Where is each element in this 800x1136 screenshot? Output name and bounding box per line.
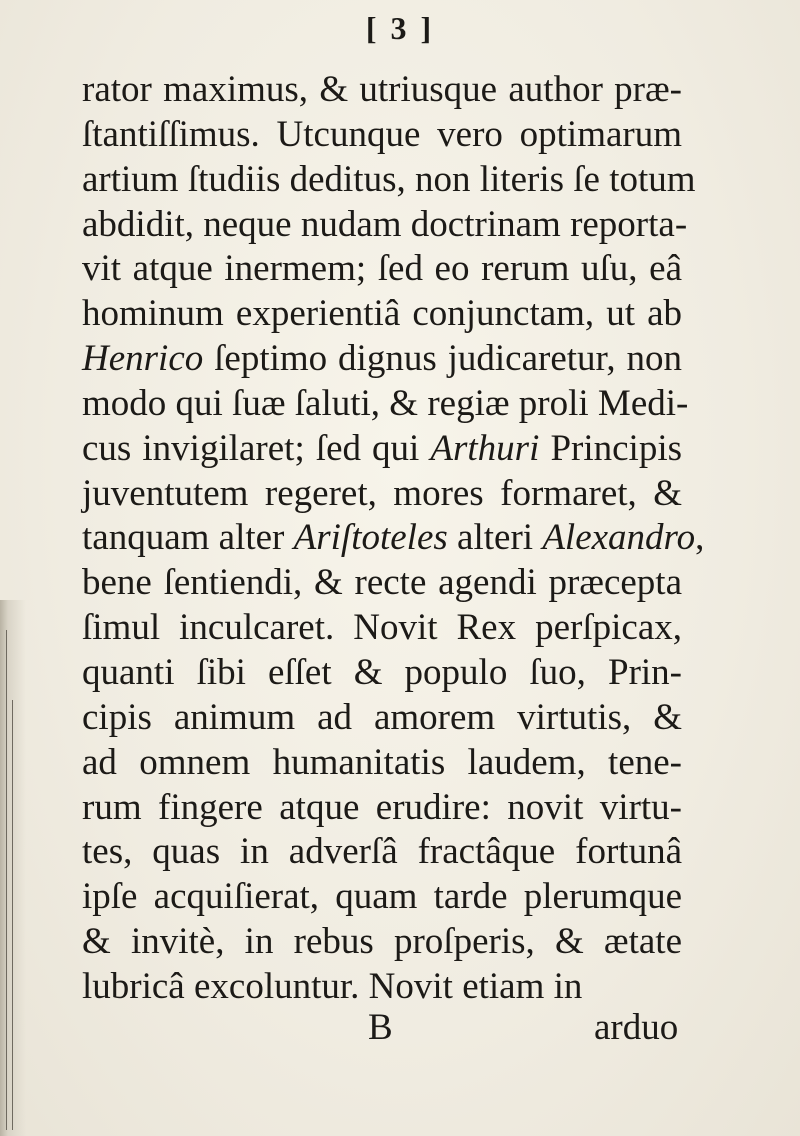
text-line: [82, 337, 682, 382]
italic-name: Alexandro: [542, 517, 696, 559]
text-segment: ,: [695, 517, 705, 559]
text-line: [82, 561, 682, 606]
signature-mark: B: [368, 1007, 393, 1048]
text-line: [82, 786, 682, 831]
italic-name: Arthuri: [430, 427, 540, 469]
text-segment: tes, quas in adverſâ fractâque fortunâ: [82, 831, 682, 873]
italic-name: Henrico: [82, 338, 204, 380]
text-segment: ſtantiſſimus. Utcunque vero optimarum: [82, 113, 682, 155]
catchword: arduo: [594, 1007, 679, 1048]
text-line: [82, 875, 682, 920]
text-line: [82, 203, 688, 248]
text-segment: ſimul inculcaret. Novit Rex perſpicax,: [82, 607, 682, 649]
text-line: [82, 516, 705, 561]
text-line: [82, 247, 682, 292]
text-segment: juventutem regeret, mores formaret, &: [82, 472, 682, 514]
text-line: [82, 292, 682, 337]
text-line: [82, 696, 682, 741]
text-line: [82, 472, 682, 517]
text-line: [82, 68, 682, 113]
text-segment: cipis animum ad amorem virtutis, &: [82, 696, 682, 738]
text-line: [82, 741, 682, 786]
text-segment: artium ſtudiis deditus, non literis ſe totum: [82, 158, 696, 200]
text-segment: alteri: [447, 517, 543, 559]
text-segment: rator maximus, & utriusque author præ-: [82, 69, 682, 110]
binding-edge-line: [12, 700, 13, 1130]
text-line: [82, 113, 682, 158]
text-segment: quanti ſibi eſſet & populo ſuo, Prin-: [82, 651, 682, 693]
text-segment: vit atque inermem; ſed eo rerum uſu, eâ: [82, 248, 682, 290]
text-line: [82, 382, 689, 427]
text-line: [82, 158, 696, 203]
text-segment: & invitè, in rebus proſperis, & ætate: [82, 921, 682, 963]
text-segment: bene ſentiendi, & recte agendi præcepta: [82, 562, 682, 604]
text-line: [82, 651, 682, 696]
binding-gutter-shadow: [0, 600, 26, 1136]
text-segment: ipſe acquiſierat, quam tarde plerumque: [82, 876, 682, 918]
text-segment: rum fingere atque erudire: novit virtu-: [82, 786, 682, 828]
text-segment: ad omnem humanitatis laudem, tene-: [82, 741, 682, 783]
text-segment: lubricâ excoluntur. Novit etiam in: [82, 965, 583, 1007]
text-line: [82, 427, 682, 472]
page-number: [ 3 ]: [365, 10, 435, 46]
text-line: [82, 606, 682, 651]
text-segment: modo qui ſuæ ſaluti, & regiæ proli Medi-: [82, 382, 689, 424]
text-segment: hominum experientiâ conjunctam, ut ab: [82, 293, 682, 335]
text-segment: cus invigilaret; ſed qui: [82, 427, 431, 469]
body-text: [82, 68, 705, 1010]
text-segment: abdidit, neque nudam doctrinam reporta-: [82, 203, 688, 245]
text-line: [82, 830, 682, 875]
text-line: [82, 920, 682, 965]
text-segment: tanquam alter: [82, 517, 294, 559]
text-segment: Principis: [539, 427, 682, 469]
text-segment: ſeptimo dignus judicaretur, non: [203, 338, 682, 380]
italic-name: Ariſtoteles: [293, 517, 448, 559]
binding-edge-line: [6, 630, 7, 1130]
text-line: [82, 965, 682, 1010]
